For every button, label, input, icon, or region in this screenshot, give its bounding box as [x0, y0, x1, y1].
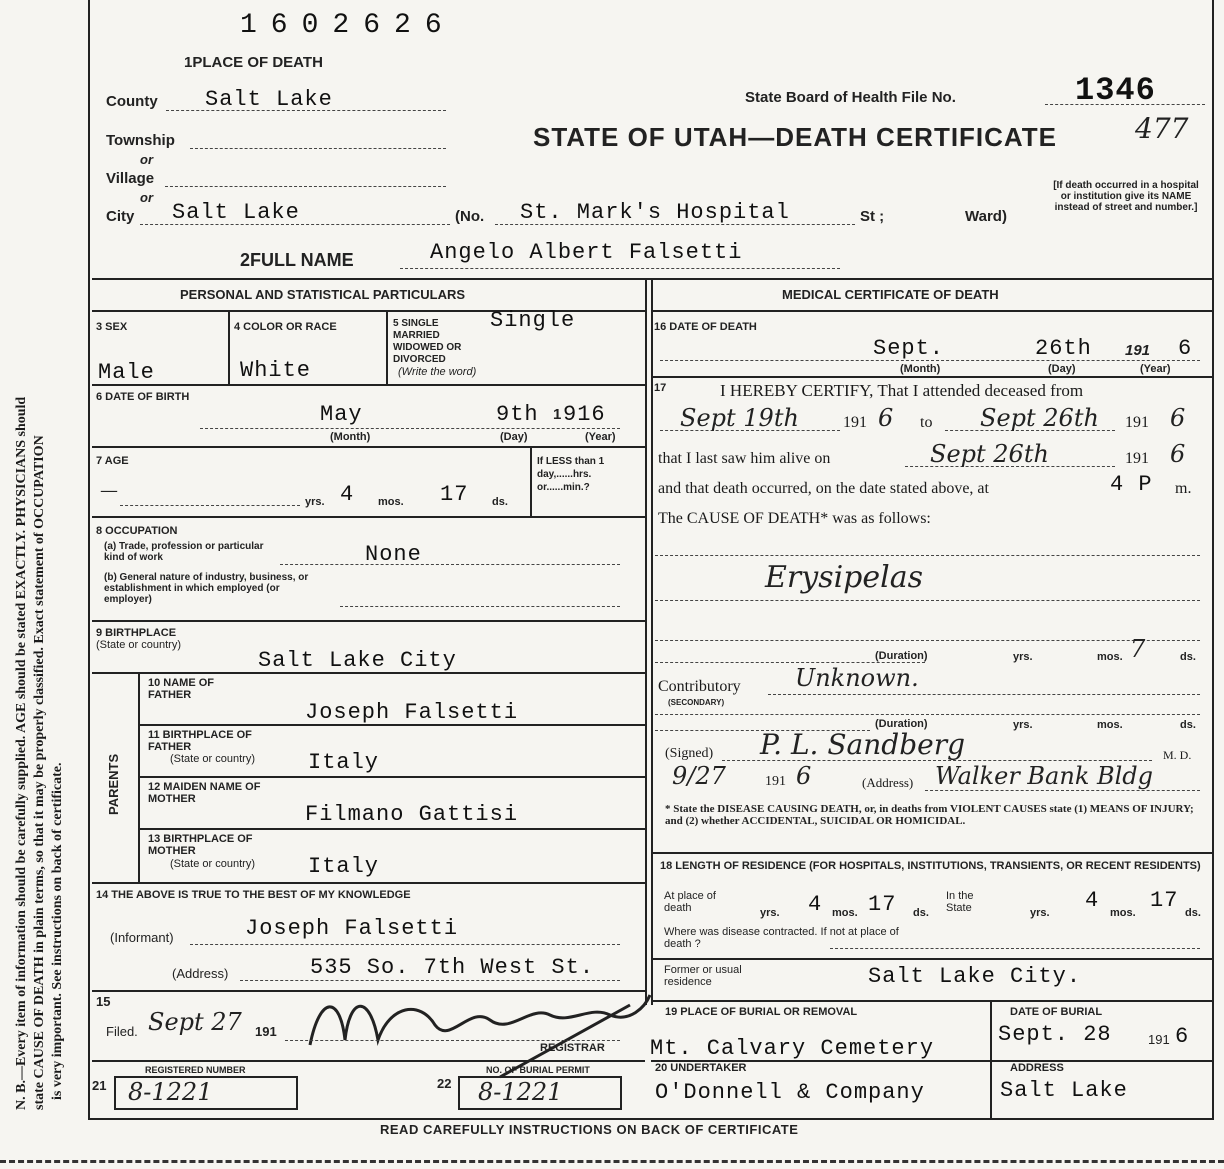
certificate-title: STATE OF UTAH—DEATH CERTIFICATE [533, 122, 1057, 152]
contrib-yrs-label: yrs. [1013, 719, 1033, 731]
dob-label: 6 DATE OF BIRTH [96, 391, 190, 403]
contributory-label: Contributory [658, 678, 741, 695]
dod-year-label: (Year) [1140, 363, 1171, 375]
side-note-1: N. B.—Every item of information should be carefully supplied. AGE should be stated EXACTLY. PHYSICIANS should [14, 396, 29, 1110]
last-saw-year: 6 [1170, 440, 1186, 468]
filed-year: 191 [255, 1024, 277, 1039]
state-ds-label: ds. [1185, 907, 1201, 919]
city-value: Salt Lake [172, 200, 300, 225]
personal-heading: PERSONAL AND STATISTICAL PARTICULARS [180, 287, 466, 302]
mother-value: Filmano Gattisi [305, 802, 519, 827]
burial-permit-idx: 22 [437, 1076, 452, 1091]
at-place-label: At place of death [664, 890, 716, 914]
contracted-label: Where was disease contracted. If not at place of death ? [664, 926, 899, 950]
bottom-note: READ CAREFULLY INSTRUCTIONS ON BACK OF CERTIFICATE [380, 1122, 799, 1137]
md-label: M. D. [1163, 748, 1192, 762]
registrar-label: REGISTRAR [540, 1042, 605, 1054]
occupation-a-label: (a) Trade, profession or particular kind of work [104, 541, 264, 563]
dob-year-label: (Year) [585, 431, 616, 443]
dob-day: 9th [496, 402, 539, 427]
street-value: St. Mark's Hospital [520, 200, 790, 225]
father-birthplace-label: 11 BIRTHPLACE OF FATHER [148, 729, 252, 753]
informant-address-label: (Address) [172, 966, 229, 981]
cause-mos-label: mos. [1097, 651, 1123, 663]
dod-year: 6 [1178, 336, 1193, 361]
sex-label: 3 SEX [96, 321, 128, 333]
burial-place-label: 19 PLACE OF BURIAL OR REMOVAL [665, 1006, 858, 1018]
physician-signature: P. L. Sandberg [760, 728, 965, 761]
death-time-m: m. [1175, 480, 1192, 497]
reg-num-value: 8-1221 [128, 1078, 213, 1106]
res-mos-label: mos. [832, 907, 858, 919]
color-value: White [240, 358, 312, 383]
township-label: Township [106, 132, 175, 149]
marital-value: Single [490, 308, 576, 333]
side-note-3: is very important. See instructions on back of certificate. [50, 762, 65, 1100]
residence-label: 18 LENGTH OF RESIDENCE (FOR HOSPITALS, INSTITUTIONS, TRANSIENTS, OR RECENT RESIDENTS) [660, 860, 1201, 872]
signed-label: (Signed) [665, 746, 714, 761]
birthplace-sub: (State or country) [96, 639, 181, 651]
state-yrs-label: yrs. [1030, 907, 1050, 919]
state-mos-value: 4 [1085, 888, 1100, 913]
father-birthplace-value: Italy [308, 750, 380, 775]
last-saw-date: Sept 26th [930, 440, 1049, 468]
res-mos-value: 4 [808, 892, 823, 917]
age-label: 7 AGE [96, 455, 129, 467]
file-hand-number: 477 [1135, 112, 1189, 145]
side-note-2: state CAUSE OF DEATH in plain terms, so that it may be properly classified. Exact statement of OCCUPATION [32, 435, 47, 1110]
father-label: 10 NAME OF FATHER [148, 677, 215, 701]
death-time: 4 P [1110, 472, 1153, 497]
birthplace-value: Salt Lake City [258, 648, 457, 673]
color-label: 4 COLOR OR RACE [234, 321, 337, 333]
age-ds-label: ds. [492, 496, 508, 508]
less-than-note: If LESS than 1 day,......hrs. or......min.? [537, 456, 605, 493]
state-mos-label: mos. [1110, 907, 1136, 919]
dob-month: May [320, 402, 363, 427]
county-label: County [106, 93, 158, 110]
to-year-prefix: 191 [1125, 414, 1149, 431]
sex-value: Male [98, 360, 155, 385]
reg-num-label: REGISTERED NUMBER [145, 1065, 246, 1075]
former-label: Former or usual residence [664, 964, 742, 988]
contrib-mos-label: mos. [1097, 719, 1123, 731]
res-ds-label: ds. [913, 907, 929, 919]
dob-year: 916 [563, 402, 606, 427]
occupation-b-label: (b) General nature of industry, business, or establishment in which employed (or employer) [104, 572, 309, 605]
age-years: — [100, 480, 118, 501]
dod-year-prefix: 191 [1125, 342, 1151, 359]
mother-birthplace-label: 13 BIRTHPLACE OF MOTHER [148, 833, 253, 857]
cause-ds-label: ds. [1180, 651, 1196, 663]
reg-num-idx: 21 [92, 1078, 107, 1093]
dod-day: 26th [1035, 336, 1092, 361]
last-saw-year-prefix: 191 [1125, 450, 1149, 467]
undertaker-label: 20 UNDERTAKER [655, 1062, 747, 1074]
dod-month-label: (Month) [900, 363, 941, 375]
place-of-death-heading: 1PLACE OF DEATH [184, 54, 323, 71]
cause-duration-label: (Duration) [875, 650, 928, 662]
contrib-duration-label: (Duration) [875, 718, 928, 730]
true-label: 14 THE ABOVE IS TRUE TO THE BEST OF MY KNOWLEDGE [96, 889, 411, 901]
death-occurred-label: and that death occurred, on the date stated above, at [658, 480, 989, 497]
cert-text: I HEREBY CERTIFY, That I attended deceased from [720, 381, 1084, 400]
contrib-ds-label: ds. [1180, 719, 1196, 731]
state-ds-value: 17 [1150, 888, 1179, 913]
burial-date-value: Sept. 28 [998, 1022, 1112, 1047]
burial-date-label: DATE OF BURIAL [1010, 1006, 1103, 1018]
cause-yrs-label: yrs. [1013, 651, 1033, 663]
burial-permit-label: NO. OF BURIAL PERMIT [486, 1065, 590, 1075]
secondary-label: (SECONDARY) [668, 698, 725, 707]
res-yrs-label: yrs. [760, 907, 780, 919]
top-number: 1602626 [240, 10, 456, 41]
contributory-value: Unknown. [795, 664, 919, 692]
age-yrs-label: yrs. [305, 496, 325, 508]
filed-label: Filed. [106, 1024, 138, 1039]
filed-value: Sept 27 [148, 1008, 242, 1036]
father-value: Joseph Falsetti [305, 700, 519, 725]
or-2: or [140, 190, 153, 205]
attended-from: Sept 19th [680, 404, 799, 432]
burial-year-prefix: 191 [1148, 1032, 1170, 1047]
signed-year-prefix: 191 [765, 774, 786, 789]
in-state-label: In the State [946, 890, 974, 914]
res-ds-value: 17 [868, 892, 897, 917]
undertaker-address-label: ADDRESS [1010, 1062, 1064, 1074]
county-value: Salt Lake [205, 87, 333, 112]
phys-address-value: Walker Bank Bldg [935, 762, 1154, 790]
dod-label: 16 DATE OF DEATH [654, 321, 757, 333]
medical-heading: MEDICAL CERTIFICATE OF DEATH [782, 287, 999, 302]
signed-year-end: 6 [796, 762, 812, 790]
undertaker-value: O'Donnell & Company [655, 1080, 925, 1105]
age-mos-label: mos. [378, 496, 404, 508]
ward-label: Ward) [965, 208, 1007, 225]
age-days: 17 [440, 482, 469, 507]
burial-permit-value: 8-1221 [478, 1078, 563, 1106]
cause-mos-value: 7 [1130, 635, 1146, 663]
registrar-signature [300, 985, 660, 1080]
filed-num: 15 [96, 994, 111, 1009]
former-value: Salt Lake City. [868, 964, 1082, 989]
to-label: to [920, 414, 933, 431]
to-year: 6 [1170, 404, 1186, 432]
marital-label: 5 SINGLE MARRIED WIDOWED OR DIVORCED [393, 318, 462, 365]
marital-note: (Write the word) [398, 366, 477, 378]
or-1: or [140, 152, 153, 167]
city-label: City [106, 208, 135, 225]
informant-address-value: 535 So. 7th West St. [310, 955, 595, 980]
full-name-label: 2FULL NAME [240, 250, 354, 270]
mother-label: 12 MAIDEN NAME OF MOTHER [148, 781, 261, 805]
occupation-value: None [365, 542, 422, 567]
hospital-note: [If death occurred in a hospital or institution give its NAME instead of street and number.] [1053, 180, 1199, 213]
occupation-label: 8 OCCUPATION [96, 525, 178, 537]
dob-month-label: (Month) [330, 431, 371, 443]
cause-value: Erysipelas [765, 560, 924, 595]
burial-year: 6 [1175, 1024, 1190, 1049]
dob-day-label: (Day) [500, 431, 528, 443]
last-saw-label: that I last saw him alive on [658, 450, 831, 467]
st-label: St ; [860, 208, 885, 225]
cause-label: The CAUSE OF DEATH* was as follows: [658, 510, 931, 527]
father-birthplace-sub: (State or country) [170, 753, 255, 765]
file-number: 1346 [1075, 72, 1156, 109]
mother-birthplace-value: Italy [308, 854, 380, 879]
attended-to: Sept 26th [980, 404, 1099, 432]
dob-year-prefix: 1 [553, 406, 562, 423]
phys-address-label: (Address) [862, 775, 914, 790]
mother-birthplace-sub: (State or country) [170, 858, 255, 870]
village-label: Village [106, 170, 155, 187]
cert-num: 17 [654, 382, 667, 394]
footnote: * State the DISEASE CAUSING DEATH, or, in deaths from VIOLENT CAUSES state (1) MEANS OF INJURY; and (2) whether ACCIDENTAL, SUICIDAL OR HOMICIDAL. [665, 803, 1194, 827]
from-year: 6 [878, 404, 894, 432]
informant-value: Joseph Falsetti [245, 916, 459, 941]
from-year-prefix: 191 [843, 414, 867, 431]
parents-label: PARENTS [106, 753, 121, 815]
full-name-value: Angelo Albert Falsetti [430, 240, 743, 265]
informant-label: (Informant) [110, 930, 174, 945]
birthplace-label: 9 BIRTHPLACE [96, 627, 177, 639]
dod-day-label: (Day) [1048, 363, 1076, 375]
no-label: (No. [455, 208, 485, 225]
burial-place-value: Mt. Calvary Cemetery [650, 1036, 935, 1061]
dod-month: Sept. [873, 336, 945, 361]
file-label: State Board of Health File No. [745, 89, 956, 106]
age-months: 4 [340, 482, 355, 507]
undertaker-address-value: Salt Lake [1000, 1078, 1128, 1103]
signed-date: 9/27 [672, 762, 726, 790]
